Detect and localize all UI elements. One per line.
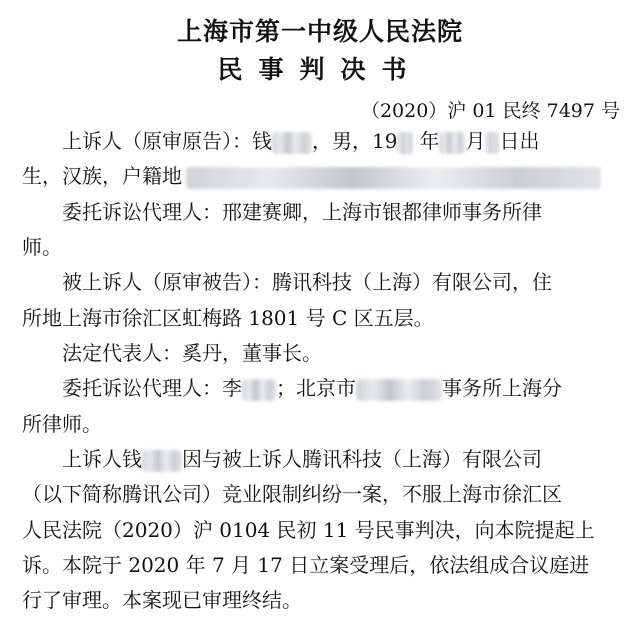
- redacted-name: [272, 132, 312, 154]
- redacted-agent-name: [242, 379, 276, 401]
- appellee-address-line: 所地上海市徐汇区虹梅路 1801 号 C 区五层。: [22, 306, 434, 330]
- document-type-title: 民事判决书: [217, 55, 423, 84]
- appellant-domicile-line: 生，汉族，户籍地: [22, 164, 601, 189]
- legal-representative-line: 法定代表人：奚丹，董事长。: [62, 341, 322, 365]
- redacted-year: [397, 132, 413, 154]
- appellee-agent-line-cont: 所律师。: [22, 412, 102, 436]
- appellee-agent-line: 委托诉讼代理人：李 ；北京市 事务所上海分: [62, 376, 562, 400]
- body-line-1: 上诉人钱 因与被上诉人腾讯科技（上海）有限公司: [62, 447, 542, 471]
- body-line-3: 人民法院（2020）沪 0104 民初 11 号民事判决，向本院提起上: [22, 518, 595, 542]
- body-line-5: 行了审理。本案现已审理终结。: [22, 588, 302, 612]
- appellee-line: 被上诉人（原审被告）：腾讯科技（上海）有限公司，住: [62, 270, 552, 294]
- redacted-day: [485, 132, 499, 154]
- appellant-agent-line-cont: 师。: [22, 235, 62, 259]
- redacted-firm-name: [356, 379, 442, 401]
- redacted-address: [186, 167, 601, 189]
- body-line-2: （以下简称腾讯公司）竞业限制纠纷一案，不服上海市徐汇区: [22, 482, 562, 506]
- body-line-4: 诉。本院于 2020 年 7 月 17 日立案受理后，依法组成合议庭进: [22, 553, 590, 577]
- appellant-agent-line: 委托诉讼代理人：邢建赛卿，上海市银都律师事务所律: [62, 200, 542, 224]
- appellant-line: 上诉人（原审原告）：钱 ，男，19 年 月 日出: [62, 129, 540, 153]
- court-name: 上海市第一中级人民法院: [176, 17, 463, 46]
- redacted-month: [439, 132, 465, 154]
- case-number: （2020）沪 01 民终 7497 号: [360, 100, 620, 122]
- redacted-name-2: [142, 450, 182, 472]
